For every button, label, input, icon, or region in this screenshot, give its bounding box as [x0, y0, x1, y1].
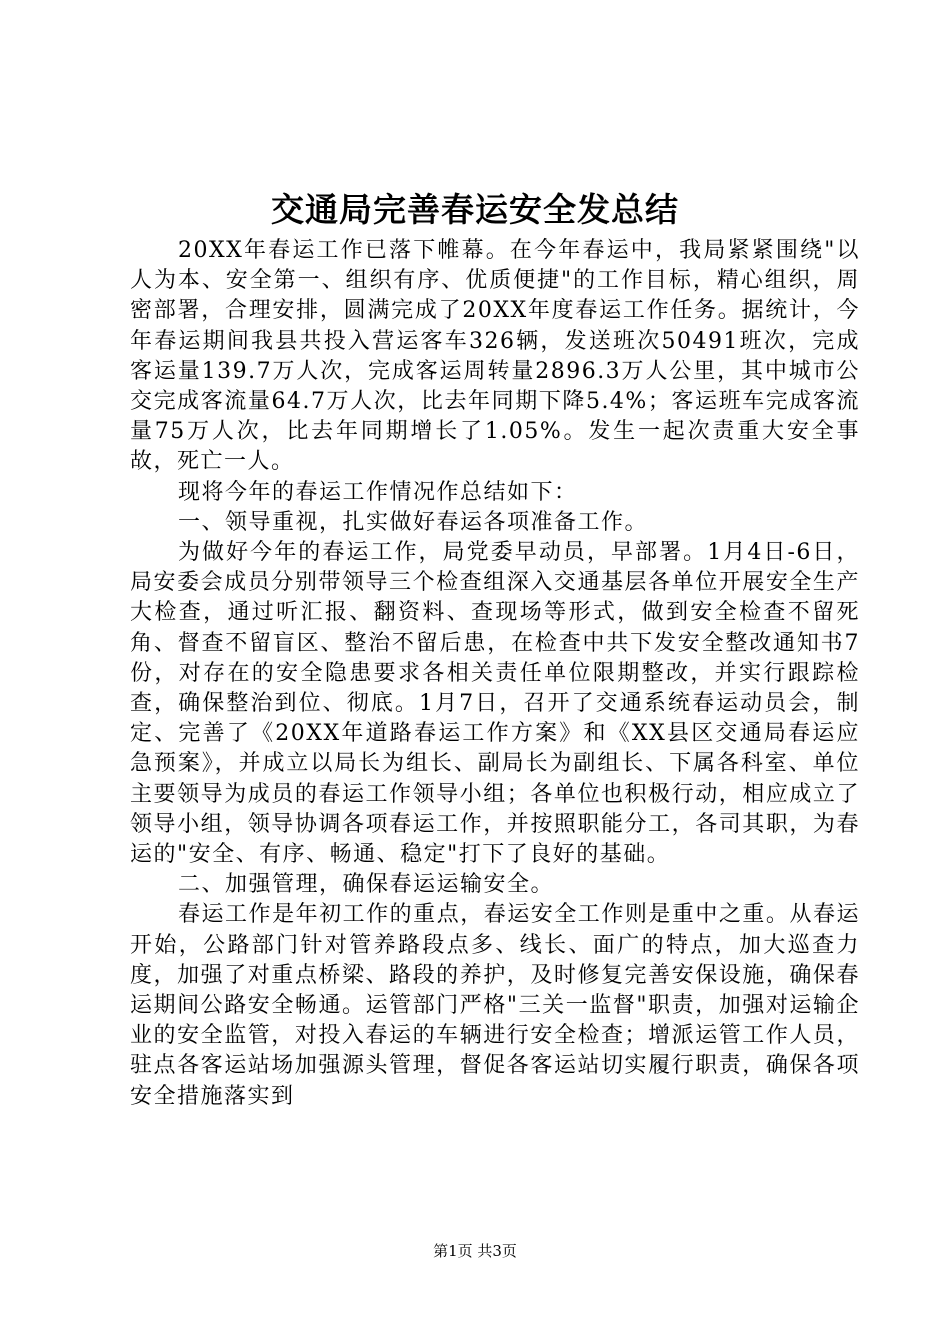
document-title: 交通局完善春运安全发总结	[271, 190, 679, 229]
page-footer: 第1页 共3页	[433, 1242, 517, 1260]
paragraph-intro: 现将今年的春运工作情况作总结如下：	[178, 479, 578, 505]
paragraph-section-2: 春运工作是年初工作的重点，春运安全工作则是重中之重。从春运开始，公路部门针对管养路段点多、线长、面广的特点，加大巡查力度，加强了对重点桥梁、路段的养护，及时修复完善安保设施，确保春运期间公路安全畅通。运管部门严格"三关一监督"职责，加强对运输企业的安全监管，对投入春运的车辆进行安全检查；增派运管工作人员，驻点各客运站场加强源头管理，督促各客运站切实履行职责，确保各项安全措施落实到	[130, 902, 860, 1109]
document-body	[130, 236, 860, 1112]
paragraph-summary: 20XX年春运工作已落下帷幕。在今年春运中，我局紧紧围绕"以人为本、安全第一、组织有序、优质便捷"的工作目标，精心组织，周密部署，合理安排，圆满完成了20XX年度春运工作任务。据统计，今年春运期间我县共投入营运客车326辆，发送班次50491班次，完成客运量139.7万人次，完成客运周转量2896.3万人公里，其中城市公交完成客流量64.7万人次，比去年同期下降5.4%；客运班车完成客流量75万人次，比去年同期增长了1.05%。发生一起次责重大安全事故，死亡一人。	[130, 238, 860, 475]
section-heading-2: 二、加强管理，确保春运运输安全。	[178, 872, 555, 898]
paragraph-section-1: 为做好今年的春运工作，局党委早动员，早部署。1月4日-6日，局安委会成员分别带领导三个检查组深入交通基层各单位开展安全生产大检查，通过听汇报、翻资料、查现场等形式，做到安全检查不留死角、督查不留盲区、整治不留后患，在检查中共下发安全整改通知书7份，对存在的安全隐患要求各相关责任单位限期整改，并实行跟踪检查，确保整治到位、彻底。1月7日，召开了交通系统春运动员会，制定、完善了《20XX年道路春运工作方案》和《XX县区交通局春运应急预案》，并成立以局长为组长、副局长为副组长、下属各科室、单位主要领导为成员的春运工作领导小组；各单位也积极行动，相应成立了领导小组，领导协调各项春运工作，并按照职能分工，各司其职，为春运的"安全、有序、畅通、稳定"打下了良好的基础。	[130, 540, 860, 868]
section-heading-1: 一、领导重视，扎实做好春运各项准备工作。	[178, 509, 649, 535]
